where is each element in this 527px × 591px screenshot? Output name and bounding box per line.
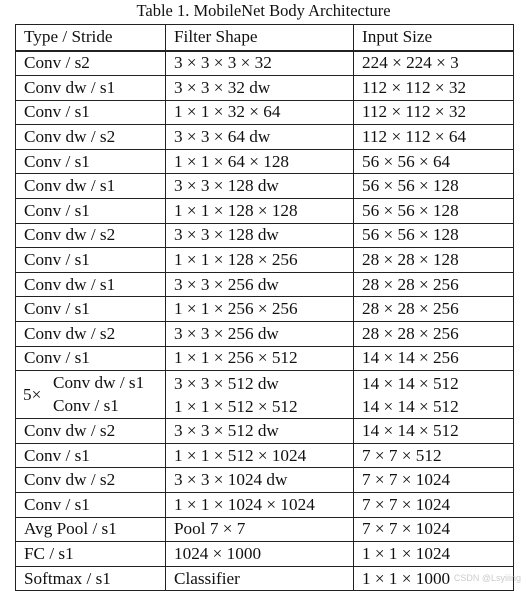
- type-stride-cell: Conv dw / s2: [16, 322, 166, 347]
- repeat-multiplier: 5×: [23, 384, 42, 404]
- input-size-cell: 7 × 7 × 1024: [354, 468, 514, 493]
- header-type-stride: Type / Stride: [16, 25, 166, 51]
- input-size-cell: 56 × 56 × 64: [354, 149, 514, 174]
- input-size-cell: 56 × 56 × 128: [354, 223, 514, 248]
- filter-shape-cell: 1 × 1 × 64 × 128: [166, 149, 354, 174]
- table-row: [16, 419, 514, 444]
- table-row: [16, 322, 514, 347]
- table-row: [16, 272, 514, 297]
- filter-shape-cell: 1 × 1 × 256 × 512: [166, 346, 354, 371]
- table-row: [16, 223, 514, 248]
- filter-shape-cell: 3 × 3 × 3 × 32: [166, 51, 354, 76]
- table-row: [16, 51, 514, 76]
- filter-shape-cell: 3 × 3 × 32 dw: [166, 76, 354, 101]
- repeat-type-pw: Conv / s1: [53, 396, 119, 416]
- filter-shape-cell: 1 × 1 × 128 × 128: [166, 199, 354, 224]
- repeat-input-cell: [354, 371, 514, 419]
- filter-shape-cell: 3 × 3 × 256 dw: [166, 322, 354, 347]
- filter-shape-cell: 1 × 1 × 128 × 256: [166, 248, 354, 273]
- type-stride-cell: Conv dw / s2: [16, 125, 166, 150]
- type-stride-cell: Conv / s1: [16, 297, 166, 322]
- type-stride-cell: Conv / s1: [16, 443, 166, 468]
- input-size-cell: 56 × 56 × 128: [354, 174, 514, 199]
- filter-shape-cell: 3 × 3 × 128 dw: [166, 174, 354, 199]
- header-filter-shape: Filter Shape: [166, 25, 354, 51]
- type-stride-cell: Conv / s1: [16, 149, 166, 174]
- architecture-table: [15, 24, 514, 591]
- input-size-cell: 112 × 112 × 64: [354, 125, 514, 150]
- type-stride-cell: Conv / s1: [16, 248, 166, 273]
- repeat-filter-dw: 3 × 3 × 512 dw: [174, 373, 279, 393]
- input-size-cell: 28 × 28 × 256: [354, 322, 514, 347]
- type-stride-cell: Conv / s1: [16, 199, 166, 224]
- type-stride-cell: Conv dw / s2: [16, 468, 166, 493]
- repeat-type-cell: [16, 371, 166, 419]
- repeat-filter-cell: [166, 371, 354, 419]
- input-size-cell: 7 × 7 × 512: [354, 443, 514, 468]
- watermark: CSDN @Lsyiiing: [453, 573, 521, 583]
- table-body: [16, 51, 514, 591]
- table-row: [16, 517, 514, 542]
- input-size-cell: 224 × 224 × 3: [354, 51, 514, 76]
- input-size-cell: 112 × 112 × 32: [354, 76, 514, 101]
- filter-shape-cell: 1 × 1 × 32 × 64: [166, 100, 354, 125]
- type-stride-cell: Conv dw / s2: [16, 223, 166, 248]
- header-input-size: Input Size: [354, 25, 514, 51]
- repeat-input-dw: 14 × 14 × 512: [362, 373, 459, 393]
- table-row: [16, 346, 514, 371]
- type-stride-cell: Conv dw / s1: [16, 174, 166, 199]
- repeat-input-pw: 14 × 14 × 512: [362, 396, 459, 416]
- header-row: [16, 25, 514, 51]
- filter-shape-cell: 1 × 1 × 256 × 256: [166, 297, 354, 322]
- repeat-filter-pw: 1 × 1 × 512 × 512: [174, 396, 298, 416]
- type-stride-cell: Softmax / s1: [16, 566, 166, 591]
- input-size-cell: 1 × 1 × 1024: [354, 542, 514, 567]
- filter-shape-cell: 1 × 1 × 1024 × 1024: [166, 493, 354, 518]
- filter-shape-cell: 3 × 3 × 128 dw: [166, 223, 354, 248]
- input-size-cell: 7 × 7 × 1024: [354, 517, 514, 542]
- type-stride-cell: Conv dw / s1: [16, 76, 166, 101]
- filter-shape-cell: 3 × 3 × 1024 dw: [166, 468, 354, 493]
- input-size-cell: 1 × 1 × 1000: [354, 566, 514, 591]
- type-stride-cell: Avg Pool / s1: [16, 517, 166, 542]
- filter-shape-cell: Pool 7 × 7: [166, 517, 354, 542]
- table-row: [16, 199, 514, 224]
- table-header: [16, 25, 514, 51]
- table-row: [16, 493, 514, 518]
- input-size-cell: 14 × 14 × 256: [354, 346, 514, 371]
- filter-shape-cell: 1 × 1 × 512 × 1024: [166, 443, 354, 468]
- repeat-type-dw: Conv dw / s1: [53, 373, 145, 393]
- table-row: [16, 248, 514, 273]
- input-size-cell: 112 × 112 × 32: [354, 100, 514, 125]
- table-row: [16, 468, 514, 493]
- filter-shape-cell: 1024 × 1000: [166, 542, 354, 567]
- input-size-cell: 56 × 56 × 128: [354, 199, 514, 224]
- table-caption: Table 1. MobileNet Body Architecture: [136, 1, 391, 20]
- type-stride-cell: Conv / s1: [16, 493, 166, 518]
- input-size-cell: 14 × 14 × 512: [354, 419, 514, 444]
- table-row: [16, 149, 514, 174]
- input-size-cell: 28 × 28 × 256: [354, 297, 514, 322]
- type-stride-cell: Conv / s2: [16, 51, 166, 76]
- type-stride-cell: Conv dw / s1: [16, 272, 166, 297]
- filter-shape-cell: Classifier: [166, 566, 354, 591]
- table-row: [16, 297, 514, 322]
- input-size-cell: 28 × 28 × 128: [354, 248, 514, 273]
- input-size-cell: 28 × 28 × 256: [354, 272, 514, 297]
- type-stride-cell: Conv dw / s2: [16, 419, 166, 444]
- type-stride-cell: Conv / s1: [16, 346, 166, 371]
- input-size-cell: 7 × 7 × 1024: [354, 493, 514, 518]
- table-row: [16, 443, 514, 468]
- type-stride-cell: Conv / s1: [16, 100, 166, 125]
- table-row: [16, 125, 514, 150]
- filter-shape-cell: 3 × 3 × 64 dw: [166, 125, 354, 150]
- table-row: [16, 542, 514, 567]
- type-stride-cell: FC / s1: [16, 542, 166, 567]
- filter-shape-cell: 3 × 3 × 512 dw: [166, 419, 354, 444]
- table-row: [16, 76, 514, 101]
- table-row: [16, 566, 514, 591]
- filter-shape-cell: 3 × 3 × 256 dw: [166, 272, 354, 297]
- table-row: [16, 174, 514, 199]
- table-row: [16, 100, 514, 125]
- repeat-block-row: [16, 371, 514, 419]
